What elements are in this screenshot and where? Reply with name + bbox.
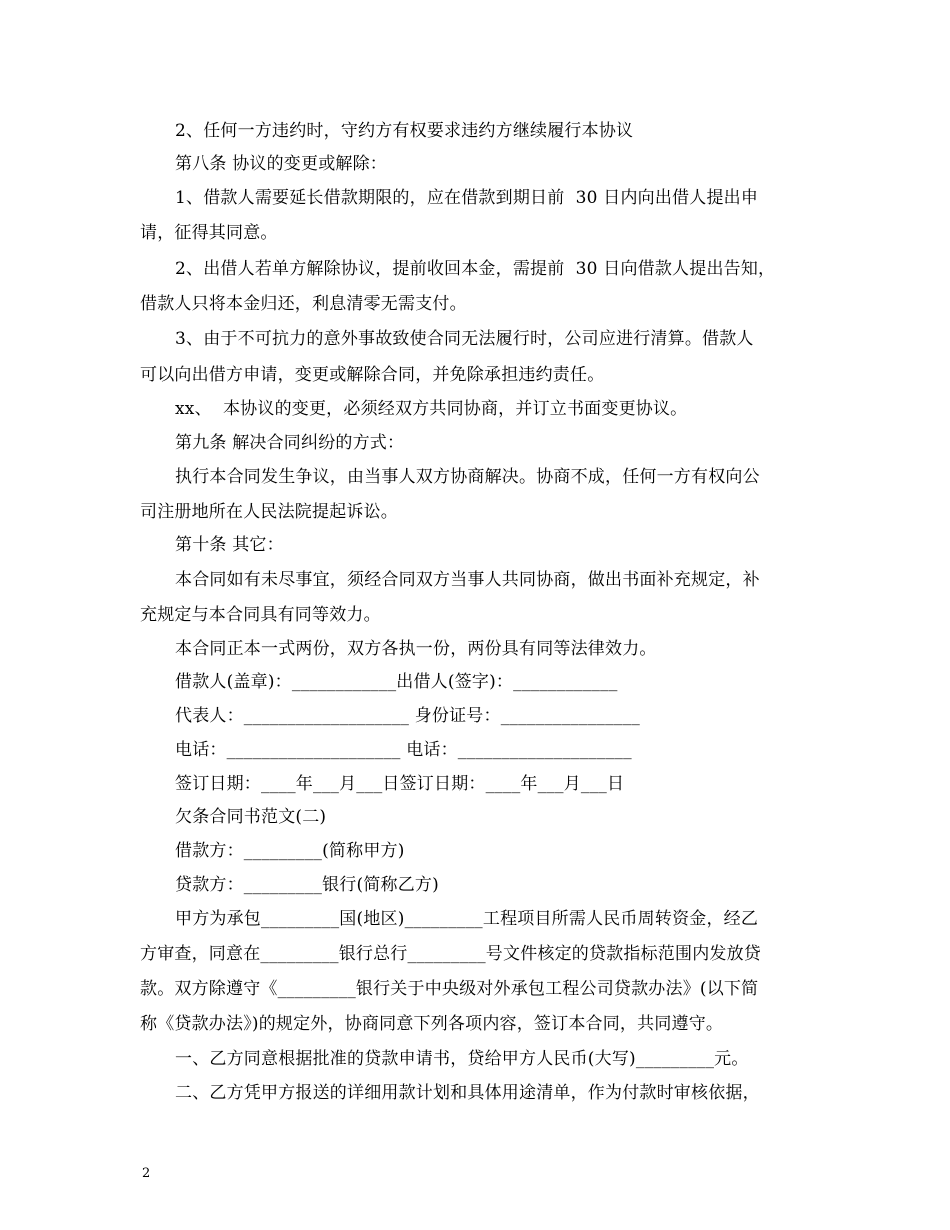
section-heading: 第十条 其它： <box>175 535 284 555</box>
page-number: 2 <box>142 1166 151 1181</box>
text-line: 一、乙方同意根据批准的贷款申请书，贷给甲方人民币(大写)_________元。 <box>175 1049 749 1069</box>
section-heading: 欠条合同书范文(二) <box>175 807 327 827</box>
text-line: 司注册地所在人民法院提起诉讼。 <box>140 502 398 522</box>
text-line: 款。双方除遵守《_________银行关于中央级对外承包工程公司贷款办法》(以下简 <box>140 979 759 999</box>
text-line: 充规定与本合同具有同等效力。 <box>140 605 381 625</box>
section-heading: 第八条 协议的变更或解除： <box>175 154 388 174</box>
text-line: 2、出借人若单方解除协议，提前收回本金，需提前 30 日向借款人提出告知， <box>175 259 776 279</box>
text-line: 本合同正本一式两份，双方各执一份，两份具有同等法律效力。 <box>175 639 657 659</box>
text-line: 借款方：_________(简称甲方) <box>175 841 405 861</box>
text-line: 甲方为承包_________国(地区)_________工程项目所需人民币周转资金，经乙 <box>175 909 759 929</box>
text-line: 借款人只将本金归还，利息清零无需支付。 <box>140 294 467 314</box>
text-line: 本合同如有未尽事宜，须经合同双方当事人共同协商，做出书面补充规定，补 <box>175 570 760 590</box>
signature-line: 借款人(盖章)：____________出借人(签字)：____________ <box>175 672 618 692</box>
signature-line: 电话：____________________ 电话：____________________ <box>175 740 632 760</box>
text-line: 1、借款人需要延长借款期限的，应在借款到期日前 30 日内向出借人提出申 <box>175 188 759 208</box>
section-heading: 第九条 解决合同纠纷的方式： <box>175 433 405 453</box>
text-line: 贷款方：_________银行(简称乙方) <box>175 875 439 895</box>
text-line: xx、 本协议的变更，必须经双方共同协商，并订立书面变更协议。 <box>175 399 688 419</box>
text-line: 称《贷款办法》)的规定外，协商同意下列各项内容，签订本合同，共同遵守。 <box>140 1014 724 1034</box>
signature-line: 签订日期：____年___月___日签订日期：____年___月___日 <box>175 774 625 794</box>
text-line: 执行本合同发生争议，由当事人双方协商解决。协商不成，任何一方有权向公 <box>175 467 760 487</box>
text-line: 3、由于不可抗力的意外事故致使合同无法履行时，公司应进行清算。借款人 <box>175 329 754 349</box>
signature-line: 代表人：___________________ 身份证号：________________ <box>175 706 640 726</box>
text-line: 2、任何一方违约时，守约方有权要求违约方继续履行本协议 <box>175 121 634 141</box>
text-line: 可以向出借方申请，变更或解除合同，并免除承担违约责任。 <box>140 365 605 385</box>
text-line: 二、乙方凭甲方报送的详细用款计划和具体用途清单，作为付款时审核依据， <box>175 1083 760 1103</box>
text-line: 请，征得其同意。 <box>140 223 278 243</box>
text-line: 方审查，同意在_________银行总行_________号文件核定的贷款指标范围内发放贷 <box>140 944 761 964</box>
